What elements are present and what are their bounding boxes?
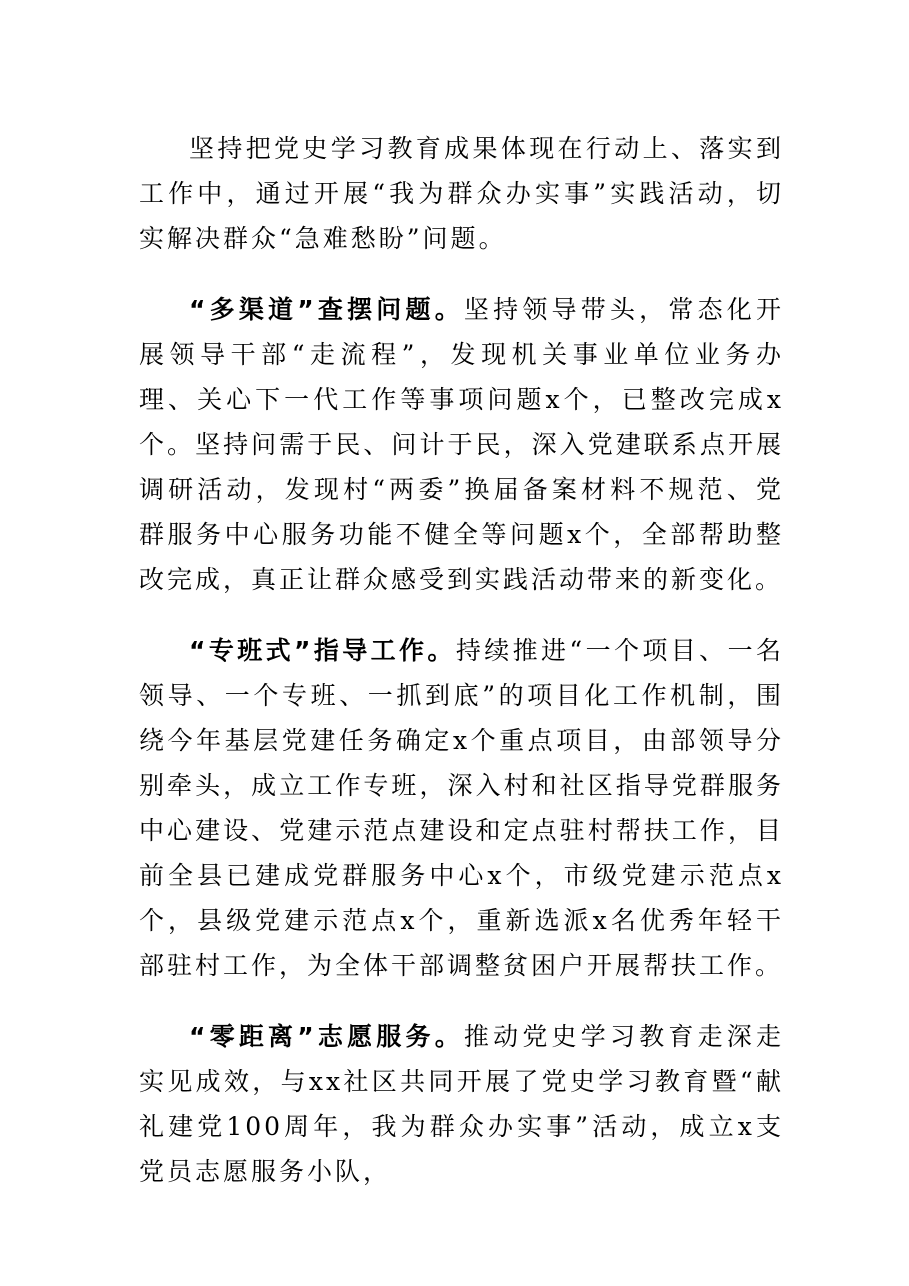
paragraph-special-team-heading: “专班式”指导工作。 bbox=[189, 636, 456, 665]
paragraph-intro-text: 坚持把党史学习教育成果体现在行动上、落实到工作中，通过开展“我为群众办实事”实践活动，切实解决群众“急难愁盼”问题。 bbox=[139, 134, 784, 253]
paragraph-special-team bbox=[139, 628, 784, 988]
paragraph-multi-channel-text: 坚持领导带头，常态化开展领导干部“走流程”，发现机关事业单位业务办理、关心下一代工作等事项问题x个，已整改完成x个。坚持问需于民、问计于民，深入党建联系点开展调研活动，发现村“两委”换届备案材料不规范、党群服务中心服务功能不健全等问题x个，全部帮助整改完成，真正让群众感受到实践活动带来的新变化。 bbox=[139, 295, 784, 594]
paragraph-special-team-text: 持续推进“一个项目、一名领导、一个专班、一抓到底”的项目化工作机制，围绕今年基层党建任务确定x个重点项目，由部领导分别牵头，成立工作专班，深入村和社区指导党群服务中心建设、党建示范点建设和定点驻村帮扶工作，目前全县已建成党群服务中心x个，市级党建示范点x个，县级党建示范点x个，重新选派x名优秀年轻干部驻村工作，为全体干部调整贫困户开展帮扶工作。 bbox=[139, 636, 784, 980]
document-page bbox=[139, 126, 784, 1194]
paragraph-multi-channel bbox=[139, 287, 784, 602]
paragraph-volunteer-service bbox=[139, 1014, 784, 1194]
paragraph-intro bbox=[139, 126, 784, 261]
paragraph-volunteer-service-heading: “零距离”志愿服务。 bbox=[189, 1022, 464, 1051]
paragraph-volunteer-service-text: 推动党史学习教育走深走实见成效，与xx社区共同开展了党史学习教育暨“献礼建党100周年，我为群众办实事”活动，成立x支党员志愿服务小队， bbox=[139, 1022, 784, 1186]
paragraph-multi-channel-heading: “多渠道”查摆问题。 bbox=[189, 295, 464, 324]
